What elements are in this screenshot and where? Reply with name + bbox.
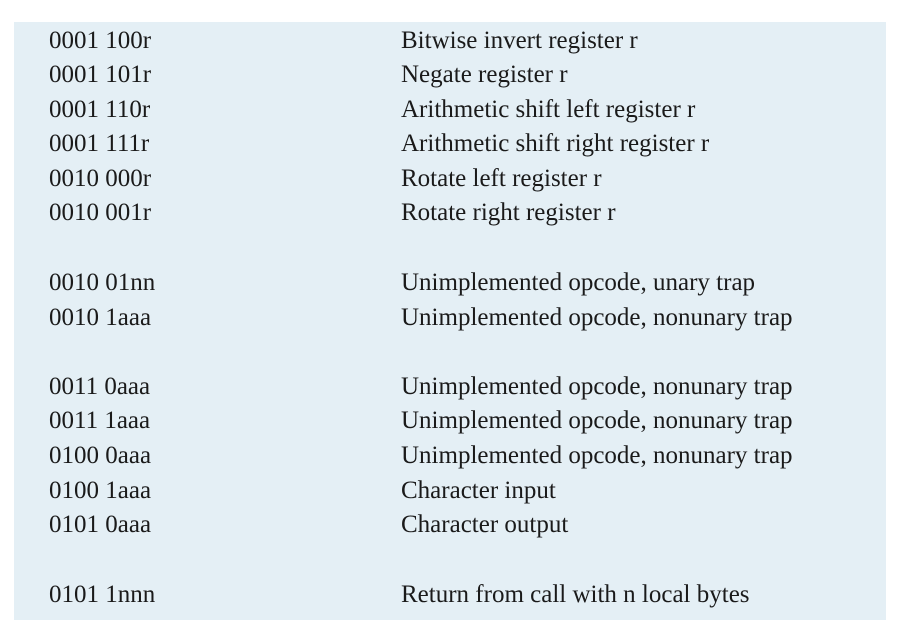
opcode-cell: 0010 01nn — [49, 269, 156, 296]
description-cell: Unimplemented opcode, unary trap — [401, 269, 756, 296]
description-cell: Character output — [401, 511, 569, 538]
table-row — [14, 127, 886, 161]
table-row — [14, 58, 886, 92]
description-cell: Negate register r — [401, 61, 568, 88]
description-cell: Rotate left register r — [401, 165, 602, 192]
opcode-cell: 0011 1aaa — [49, 407, 151, 434]
table-row — [14, 474, 886, 508]
description-cell: Arithmetic shift left register r — [401, 96, 696, 123]
table-row — [14, 93, 886, 127]
table-row — [14, 578, 886, 612]
opcode-cell: 0001 101r — [49, 61, 152, 88]
opcode-cell: 0011 0aaa — [49, 373, 151, 400]
table-row — [14, 301, 886, 335]
opcode-cell: 0001 111r — [49, 130, 150, 157]
opcode-cell: 0010 1aaa — [49, 304, 152, 331]
opcode-cell: 0100 0aaa — [49, 442, 152, 469]
table-row — [14, 439, 886, 473]
opcode-cell: 0101 1nnn — [49, 581, 156, 608]
description-cell: Character input — [401, 477, 556, 504]
opcode-cell: 0100 1aaa — [49, 477, 152, 504]
table-row — [14, 196, 886, 230]
description-cell: Unimplemented opcode, nonunary trap — [401, 373, 793, 400]
opcode-cell: 0010 000r — [49, 165, 152, 192]
opcode-table — [14, 22, 886, 620]
description-cell: Bitwise invert register r — [401, 27, 638, 54]
table-row — [14, 162, 886, 196]
opcode-cell: 0101 0aaa — [49, 511, 152, 538]
description-cell: Rotate right register r — [401, 199, 616, 226]
opcode-cell: 0010 001r — [49, 199, 152, 226]
description-cell: Arithmetic shift right register r — [401, 130, 710, 157]
table-row — [14, 508, 886, 542]
table-row — [14, 24, 886, 58]
description-cell: Unimplemented opcode, nonunary trap — [401, 407, 793, 434]
description-cell: Return from call with n local bytes — [401, 581, 750, 608]
table-row — [14, 370, 886, 404]
description-cell: Unimplemented opcode, nonunary trap — [401, 442, 793, 469]
description-cell: Unimplemented opcode, nonunary trap — [401, 304, 793, 331]
table-row — [14, 404, 886, 438]
opcode-cell: 0001 110r — [49, 96, 151, 123]
opcode-cell: 0001 100r — [49, 27, 152, 54]
table-row — [14, 266, 886, 300]
